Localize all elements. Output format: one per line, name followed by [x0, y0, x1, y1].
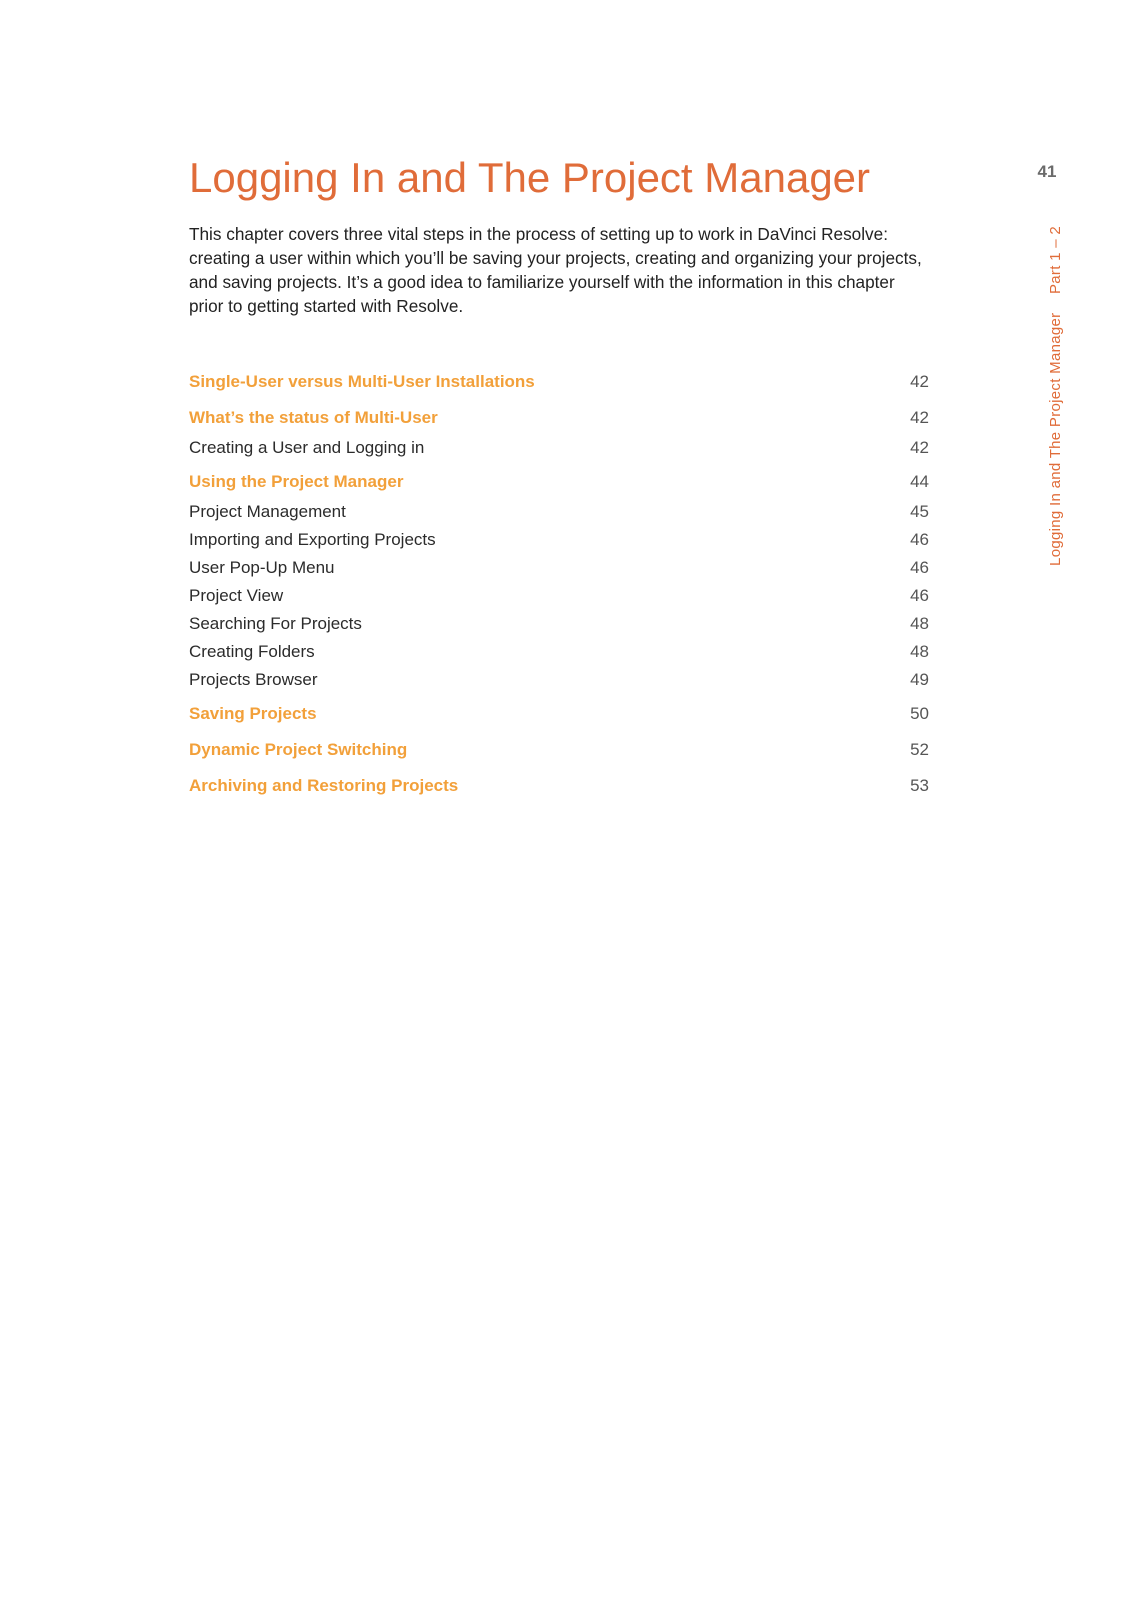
toc-entry-dynamic-project-switching[interactable]	[189, 740, 929, 764]
chapter-title: Logging In and The Project Manager	[189, 154, 871, 201]
toc-entry-using-project-manager[interactable]	[189, 472, 929, 496]
toc-entry-label[interactable]: Using the Project Manager	[189, 472, 404, 491]
toc-entry-page: 46	[910, 530, 929, 549]
toc-entry-label[interactable]: Project View	[189, 586, 284, 605]
toc-entry-page: 42	[910, 408, 929, 427]
toc-entry-page: 48	[910, 642, 929, 661]
toc-entry-label[interactable]: Archiving and Restoring Projects	[189, 776, 459, 795]
toc-entry-single-user-vs-multi-user[interactable]	[189, 372, 929, 396]
toc-entry-label[interactable]: Projects Browser	[189, 670, 318, 689]
toc-entry-page: 46	[910, 586, 929, 605]
toc-entry-page: 50	[910, 704, 929, 723]
toc-entry-creating-user[interactable]	[189, 438, 929, 462]
toc-entry-searching-projects[interactable]	[189, 614, 929, 638]
toc-entry-label[interactable]: Single-User versus Multi-User Installations	[189, 372, 535, 391]
toc-entry-multi-user-status[interactable]	[189, 408, 929, 432]
toc-entry-label[interactable]: Dynamic Project Switching	[189, 740, 408, 759]
toc-entry-page: 49	[910, 670, 929, 689]
toc-entry-label[interactable]: Project Management	[189, 502, 346, 521]
toc-entry-project-management[interactable]	[189, 502, 929, 526]
toc-entry-label[interactable]: Saving Projects	[189, 704, 317, 723]
toc-entry-creating-folders[interactable]	[189, 642, 929, 666]
toc-entry-project-view[interactable]	[189, 586, 929, 610]
toc-entry-label[interactable]: Creating a User and Logging in	[189, 438, 425, 457]
toc-entry-page: 42	[910, 372, 929, 391]
toc-entry-label[interactable]: What’s the status of Multi-User	[189, 408, 438, 427]
running-head	[1047, 226, 1064, 566]
toc-entry-page: 53	[910, 776, 929, 795]
page-number: 41	[1037, 162, 1057, 181]
toc-entry-label[interactable]: Creating Folders	[189, 642, 315, 661]
toc-entry-label[interactable]: User Pop-Up Menu	[189, 558, 335, 577]
toc-entry-page: 52	[910, 740, 929, 759]
running-head-part: Part 1 – 2	[1047, 226, 1064, 295]
toc-entry-archiving-restoring[interactable]	[189, 776, 929, 800]
toc-entry-page: 44	[910, 472, 929, 491]
running-head-chapter: Logging In and The Project Manager	[1047, 312, 1064, 566]
toc-entry-projects-browser[interactable]	[189, 670, 929, 694]
toc-entry-label[interactable]: Importing and Exporting Projects	[189, 530, 436, 549]
toc-entry-saving-projects[interactable]	[189, 704, 929, 728]
toc-entry-user-popup-menu[interactable]	[189, 558, 929, 582]
toc-entry-importing-exporting[interactable]	[189, 530, 929, 554]
toc-entry-page: 42	[910, 438, 929, 457]
toc-entry-page: 48	[910, 614, 929, 633]
chapter-intro: This chapter covers three vital steps in the process of setting up to work in DaVinci Resolve: creating a user within which you’ll be saving your projects, creating and organizing your projects, and saving projects. It’s a good idea to familiarize yourself with the information in this chapter prior to getting started with Resolve.	[189, 224, 922, 316]
toc-entry-page: 46	[910, 558, 929, 577]
toc-entry-label[interactable]: Searching For Projects	[189, 614, 362, 633]
toc-entry-page: 45	[910, 502, 929, 521]
